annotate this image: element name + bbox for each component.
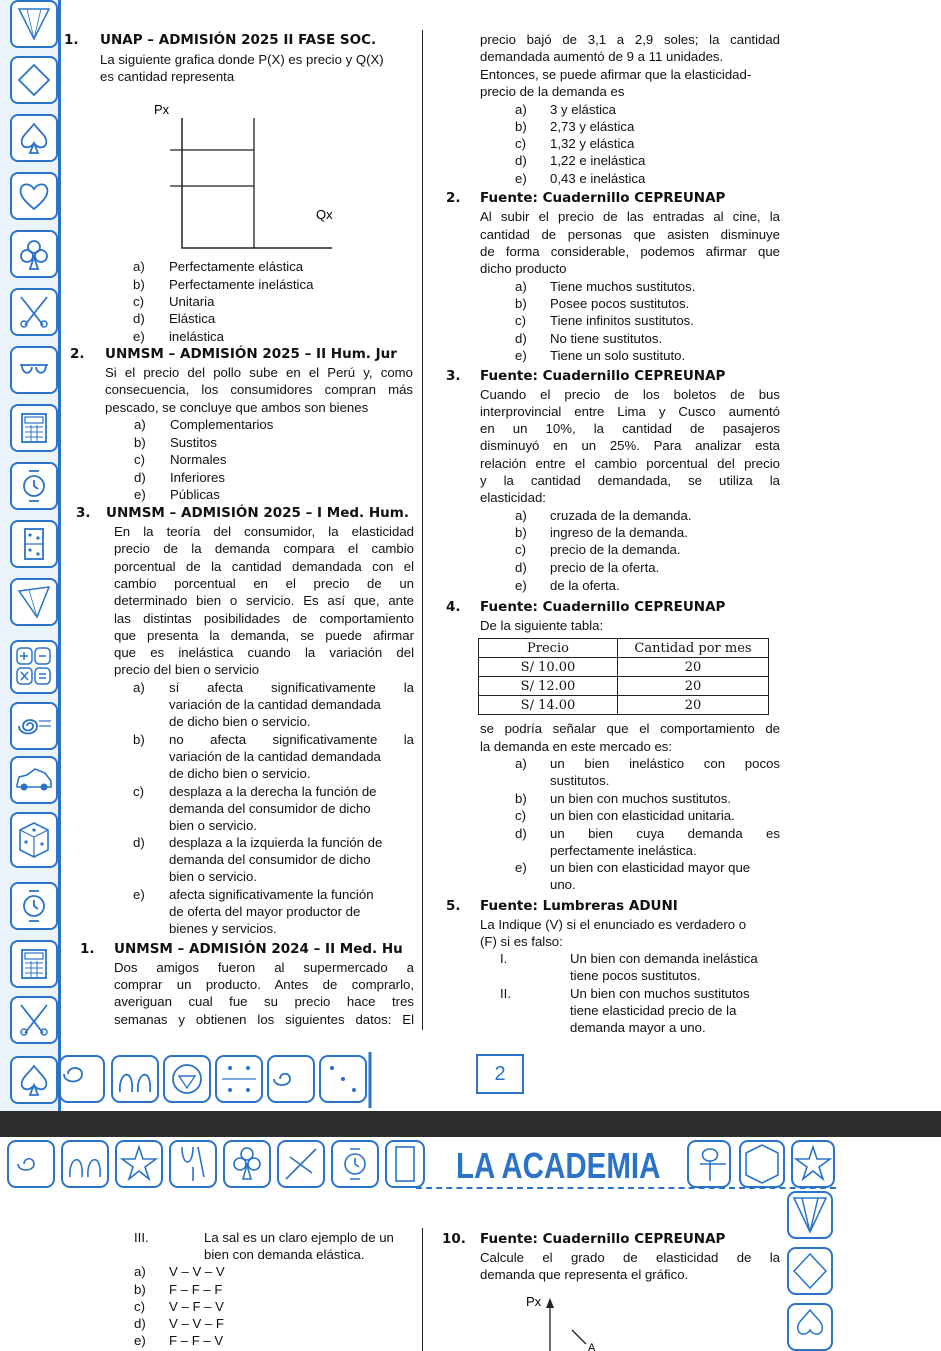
table-cell: 20 [618, 696, 769, 715]
option-text: Públicas [170, 487, 220, 502]
table-row [479, 696, 769, 715]
option-label: a) [515, 102, 527, 117]
option-text: demanda del consumidor de dicho [169, 801, 371, 816]
option-label: d) [134, 1316, 146, 1331]
option-text: 1,22 e inelástica [550, 153, 646, 168]
option-text: ingreso de la demanda. [550, 525, 688, 540]
question-stem: averiguan cual fue su precio hace tres [114, 994, 414, 1009]
option-label: e) [515, 860, 527, 875]
option-text: cruzada de la demanda. [550, 508, 692, 523]
option-text: variación de la cantidad demandada [169, 697, 381, 712]
option-text: sí afecta significativamente la [169, 680, 414, 695]
question-stem: elasticidad: [480, 490, 546, 505]
option-label: e) [515, 348, 527, 363]
option-label: e) [515, 578, 527, 593]
price-quantity-table [478, 638, 769, 715]
question-stem: Calcule el grado de elasticidad de la [480, 1250, 780, 1265]
question-stem: cantidad de personas que asisten disminuye [480, 227, 780, 242]
statement-text: Un bien con demanda inelástica [570, 951, 758, 966]
elasticity-graph [150, 100, 340, 250]
option-label: e) [134, 1333, 146, 1348]
question-stem: comprar un producto. Antes de comprarlo, [114, 977, 414, 992]
question-stem: pescado, se concluye que ambos son bienes [105, 400, 369, 415]
option-label: b) [515, 119, 527, 134]
option-text: Perfectamente elástica [169, 259, 304, 274]
question-number: 4. [446, 599, 461, 615]
question-number: 3. [446, 368, 461, 384]
question-header: Fuente: Cuadernillo CEPREUNAP [480, 599, 726, 615]
table-cell: 20 [618, 658, 769, 677]
option-text: Tiene un solo sustituto. [550, 348, 686, 363]
question-stem: precio del bien o servicio [114, 662, 260, 677]
domino-icon [10, 520, 58, 568]
table-row [479, 677, 769, 696]
statement-text: tiene elasticidad precio de la [570, 1003, 737, 1018]
column-divider [422, 1228, 423, 1351]
option-text: Tiene muchos sustitutos. [550, 279, 696, 294]
scissors-icon [10, 288, 58, 336]
demand-graph [520, 1288, 640, 1351]
graph-x-label: Qx [316, 207, 333, 222]
option-text: 1,32 y elástica [550, 136, 635, 151]
right-icon-strip [784, 1190, 836, 1351]
option-text: F – F – V [169, 1333, 224, 1348]
question-stem: que es inelástica cuando la variación del [114, 645, 414, 660]
option-text: No tiene sustitutos. [550, 331, 663, 346]
car-icon [10, 756, 58, 804]
option-text: sustitutos. [550, 773, 610, 788]
option-text: Posee pocos sustitutos. [550, 296, 690, 311]
option-text: perfectamente inelástica. [550, 843, 697, 858]
option-text: desplaza a la derecha la función de [169, 784, 377, 799]
option-text: de dicho bien o servicio. [169, 766, 311, 781]
dice-icon [10, 812, 58, 868]
statement-text: demanda mayor a uno. [570, 1020, 706, 1035]
option-text: V – V – V [169, 1264, 225, 1279]
option-text: de la oferta. [550, 578, 620, 593]
option-text: bien o servicio. [169, 818, 257, 833]
option-text: Perfectamente inelástica [169, 277, 314, 292]
graph-point-label: A [588, 1342, 596, 1351]
spade-icon [10, 1056, 58, 1104]
question-stem: precio de la demanda es [480, 84, 625, 99]
question-stem: relación entre el cambio porcentual del precio [480, 456, 780, 471]
question-header: Fuente: Cuadernillo CEPREUNAP [480, 1231, 726, 1247]
option-text: un bien cuya demanda es [550, 826, 780, 841]
option-text: uno. [550, 877, 576, 892]
option-text: Inferiores [170, 470, 225, 485]
option-label: c) [515, 313, 526, 328]
option-label: c) [515, 808, 526, 823]
bottom-icon-row [58, 1052, 372, 1108]
table-header: Cantidad por mes [618, 639, 769, 658]
option-label: c) [133, 294, 144, 309]
question-stem: la demanda en este mercado es: [480, 739, 673, 754]
question-stem: precio de la demanda compara el cambio [114, 541, 414, 556]
graph-y-label: Px [154, 102, 170, 117]
option-text: Elástica [169, 311, 216, 326]
question-stem: porcentual de la cantidad demandada con el [114, 559, 414, 574]
option-label: d) [515, 153, 527, 168]
statement-text: Un bien con muchos sustitutos [570, 986, 750, 1001]
option-text: desplaza a la izquierda la función de [169, 835, 383, 850]
math-icon [10, 640, 58, 694]
target-icon [10, 578, 58, 626]
option-label: a) [134, 1264, 146, 1279]
question-stem: interprovincial entre Lima y Cusco aumentó [480, 404, 780, 419]
question-stem: (F) si es falso: [480, 934, 563, 949]
option-label: a) [515, 279, 527, 294]
spiral-icon [10, 702, 58, 750]
question-header: UNMSM – ADMISIÓN 2025 – II Hum. Jur [105, 346, 397, 362]
question-stem: precio bajó de 3,1 a 2,9 soles; la cantidad [480, 32, 780, 47]
question-header: Fuente: Cuadernillo CEPREUNAP [480, 190, 726, 206]
option-label: c) [134, 1299, 145, 1314]
question-number: 3. [76, 505, 91, 521]
question-stem: Entonces, se puede afirmar que la elasticidad- [480, 67, 752, 82]
option-text: un bien con muchos sustitutos. [550, 791, 732, 806]
option-text: 3 y elástica [550, 102, 616, 117]
question-stem: La siguiente grafica donde P(X) es precio y Q(X) [100, 52, 384, 67]
option-text: no afecta significativamente la [169, 732, 414, 747]
question-stem: consecuencia, los consumidores compran más [105, 382, 413, 397]
statement-text: bien con demanda elástica. [204, 1247, 365, 1262]
table-header: Precio [479, 639, 618, 658]
question-stem: que presenta la demanda, se puede afirmar [114, 628, 414, 643]
option-text: Unitaria [169, 294, 215, 309]
question-stem: Al subir el precio de las entradas al cine, la [480, 209, 780, 224]
heart-icon [10, 172, 58, 220]
option-label: a) [515, 508, 527, 523]
question-stem: determinado bien o servicio. Es así que, ante [114, 593, 414, 608]
page-number: 2 [476, 1054, 524, 1094]
calculator-icon [10, 404, 58, 452]
question-header: Fuente: Lumbreras ADUNI [480, 898, 678, 914]
option-label: e) [133, 329, 145, 344]
option-label: a) [515, 756, 527, 771]
option-label: d) [515, 560, 527, 575]
diamond-icon [10, 56, 58, 104]
question-stem: de forma considerable, podemos afirmar que [480, 244, 780, 259]
glasses-icon [10, 346, 58, 394]
question-stem: demanda que representa el gráfico. [480, 1267, 689, 1282]
table-cell: 20 [618, 677, 769, 696]
statement-text: tiene pocos sustitutos. [570, 968, 701, 983]
question-number: 1. [80, 941, 95, 957]
option-text: F – F – F [169, 1282, 223, 1297]
question-intro: De la siguiente tabla: [480, 618, 604, 633]
statement-text: La sal es un claro ejemplo de un [204, 1230, 394, 1245]
option-label: d) [133, 835, 145, 850]
option-label: b) [133, 732, 145, 747]
option-label: b) [515, 296, 527, 311]
option-text: V – F – V [169, 1299, 224, 1314]
table-cell: S/ 12.00 [479, 677, 618, 696]
scissors-icon [10, 996, 58, 1044]
calculator-icon [10, 940, 58, 988]
column-divider [422, 30, 423, 1030]
statement-label: I. [500, 951, 508, 966]
option-label: b) [515, 525, 527, 540]
table-header-row [479, 639, 769, 658]
option-text: afecta significativamente la función [169, 887, 374, 902]
table-row [479, 658, 769, 677]
page-gap [0, 1111, 941, 1137]
right-margin [836, 0, 941, 1351]
question-number: 2. [446, 190, 461, 206]
option-label: e) [515, 171, 527, 186]
option-text: de oferta del mayor productor de [169, 904, 361, 919]
option-label: d) [134, 470, 146, 485]
question-stem: dicho producto [480, 261, 567, 276]
question-stem: Cuando el precio de los boletos de bus [480, 387, 780, 402]
option-text: un bien con elasticidad mayor que [550, 860, 751, 875]
question-stem: Dos amigos fueron al supermercado a [114, 960, 414, 975]
option-text: Normales [170, 452, 227, 467]
option-label: b) [134, 435, 146, 450]
option-text: inelástica [169, 329, 224, 344]
table-cell: S/ 14.00 [479, 696, 618, 715]
option-label: b) [515, 791, 527, 806]
option-label: c) [515, 136, 526, 151]
question-stem: las distintas posibilidades de comportamiento [114, 611, 414, 626]
question-stem: disminuyó en un 25%. Para analizar esta [480, 438, 780, 453]
target-icon [10, 0, 58, 48]
option-text: Complementarios [170, 417, 274, 432]
option-label: c) [515, 542, 526, 557]
option-text: precio de la demanda. [550, 542, 681, 557]
question-stem: en un 10%, la cantidad de pasajeros [480, 421, 780, 436]
option-label: c) [134, 452, 145, 467]
option-text: bien o servicio. [169, 869, 257, 884]
question-header: UNMSM – ADMISIÓN 2024 – II Med. Hu [114, 941, 403, 957]
question-stem: En la teoría del consumidor, la elasticidad [114, 524, 414, 539]
watch-icon [10, 462, 58, 510]
watch-icon [10, 882, 58, 930]
option-label: a) [133, 680, 145, 695]
option-text: Sustitos [170, 435, 217, 450]
option-text: V – V – F [169, 1316, 224, 1331]
option-text: precio de la oferta. [550, 560, 660, 575]
option-label: d) [133, 311, 145, 326]
statement-label: II. [500, 986, 511, 1001]
option-label: b) [134, 1282, 146, 1297]
question-stem: La Indique (V) si el enunciado es verdadero o [480, 917, 747, 932]
header-dashed-line [416, 1187, 836, 1189]
option-label: d) [515, 331, 527, 346]
option-label: a) [133, 259, 145, 274]
option-label: c) [133, 784, 144, 799]
option-text: variación de la cantidad demandada [169, 749, 381, 764]
option-label: e) [133, 887, 145, 902]
question-header: UNAP – ADMISIÓN 2025 II FASE SOC. [100, 32, 377, 48]
option-label: d) [515, 826, 527, 841]
question-stem: y la cantidad demandada, se utiliza la [480, 473, 780, 488]
option-text: un bien inelástico con pocos [550, 756, 780, 771]
question-number: 2. [70, 346, 85, 362]
question-header: Fuente: Cuadernillo CEPREUNAP [480, 368, 726, 384]
option-text: Tiene infinitos sustitutos. [550, 313, 694, 328]
question-number: 10. [442, 1231, 466, 1247]
option-label: e) [134, 487, 146, 502]
option-text: un bien con elasticidad unitaria. [550, 808, 735, 823]
option-label: a) [134, 417, 146, 432]
option-label: b) [133, 277, 145, 292]
club-icon [10, 230, 58, 278]
question-stem: Si el precio del pollo sube en el Perú y, como [105, 365, 413, 380]
question-stem: es cantidad representa [100, 69, 235, 84]
question-stem: demandada aumentó de 9 a 11 unidades. [480, 49, 724, 64]
option-text: 0,43 e inelástica [550, 171, 646, 186]
question-stem: semanas y obtienen los siguientes datos: El [114, 1012, 414, 1027]
table-cell: S/ 10.00 [479, 658, 618, 677]
question-number: 1. [64, 32, 79, 48]
option-text: de dicho bien o servicio. [169, 714, 311, 729]
option-text: bienes y servicios. [169, 921, 277, 936]
question-stem: se podría señalar que el comportamiento de [480, 721, 780, 736]
option-text: 2,73 y elástica [550, 119, 635, 134]
graph-y-label: Px [526, 1294, 542, 1309]
question-stem: cambio porcentual en el precio de un [114, 576, 414, 591]
academy-title: LA ACADEMIA [456, 1145, 661, 1186]
option-text: demanda del consumidor de dicho [169, 852, 371, 867]
question-header: UNMSM – ADMISIÓN 2025 – I Med. Hum. [106, 505, 409, 521]
statement-label: III. [134, 1230, 149, 1245]
spade-icon [10, 114, 58, 162]
question-number: 5. [446, 898, 461, 914]
